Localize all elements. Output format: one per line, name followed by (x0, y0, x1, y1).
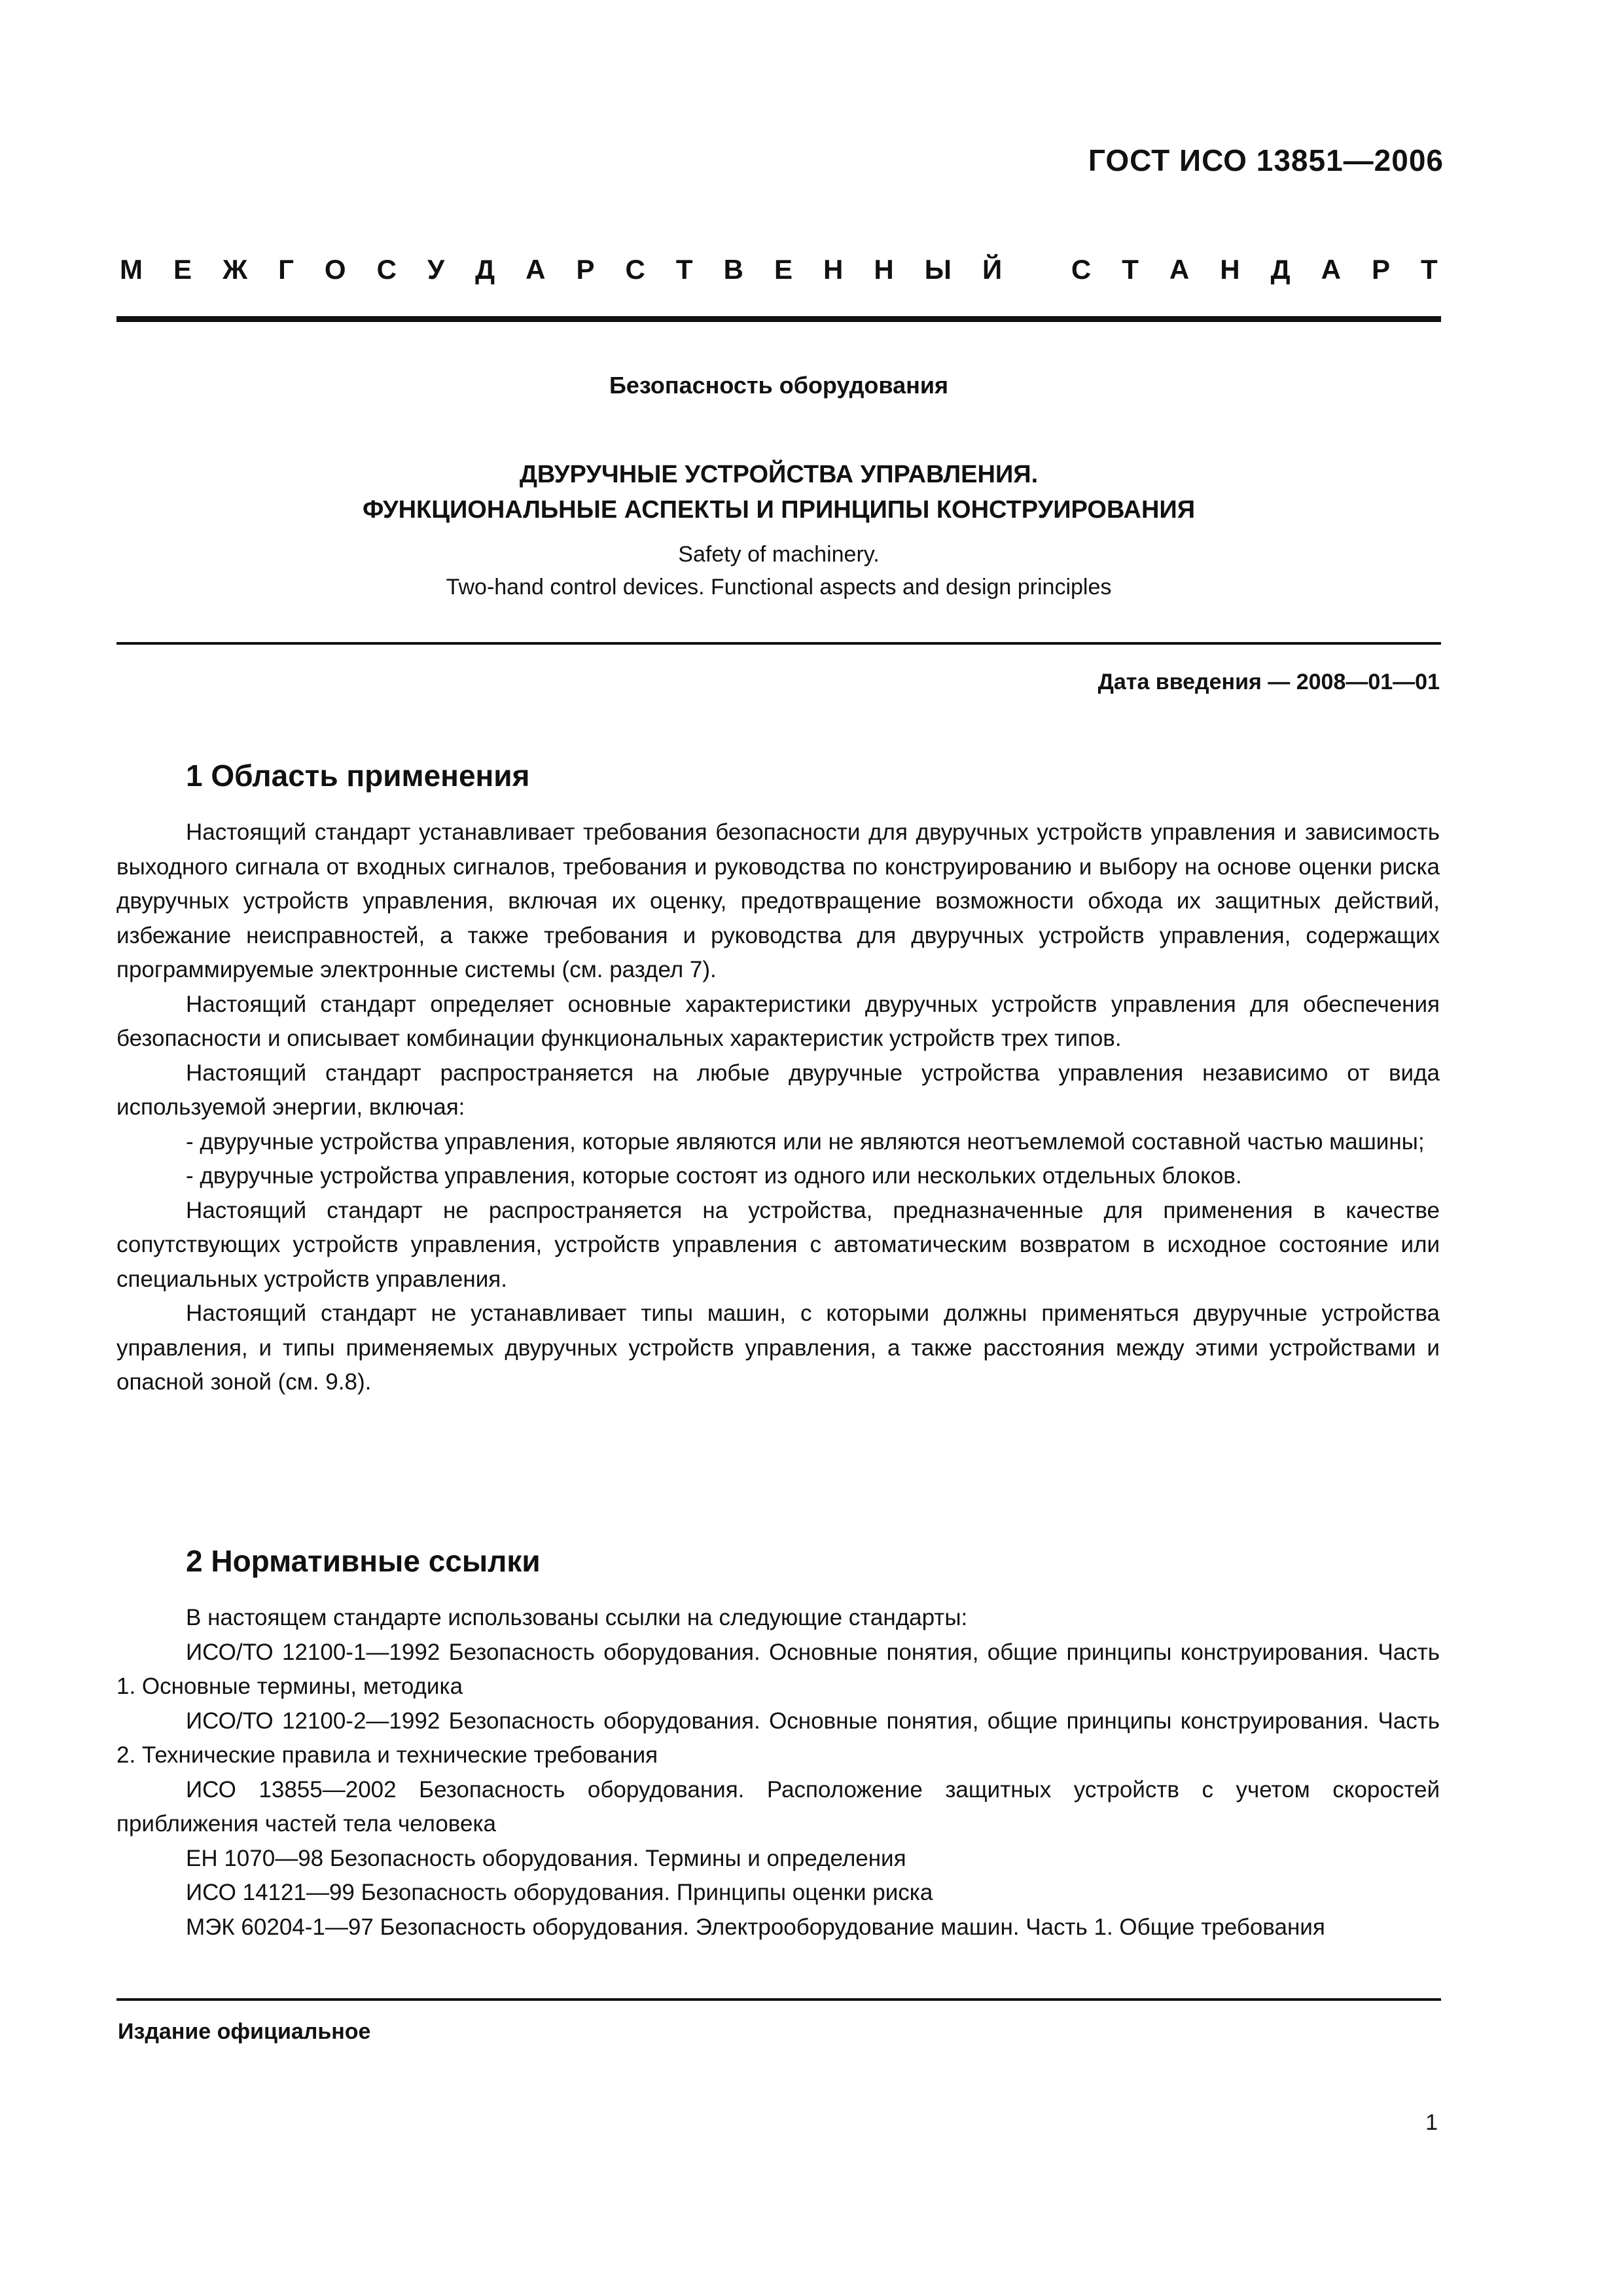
standard-title-english (116, 538, 1441, 603)
paragraph: Настоящий стандарт устанавливает требования безопасности для двуручных устройств управления и зависимость выходного сигнала от входных сигналов, требования и руководства по конструированию и выбору на основе оценки риска двуручных устройств управления, включая их оценку, предотвращение возможности обхода их защитных действий, избежание неисправностей, а также требования и руководства для двуручных устройств управления, содержащих программируемые электронные системы (см. раздел 7). (116, 819, 1440, 982)
footer-rule (116, 1998, 1441, 2001)
title-en-line: Safety of machinery. (678, 542, 880, 567)
banner-letter: О (324, 254, 346, 285)
paragraph: Настоящий стандарт распространяется на любые двуручные устройства управления независимо от вида используемой энергии, включая: (116, 1060, 1440, 1120)
banner-letter: Н (874, 254, 894, 285)
paragraph: Настоящий стандарт определяет основные характеристики двуручных устройств управления для обеспечения безопасности и описывает комбинации функциональных характеристик устройств трех типов. (116, 991, 1440, 1051)
banner-letter: М (120, 254, 143, 285)
banner-letter: Р (576, 254, 595, 285)
paragraph: В настоящем стандарте использованы ссылки на следующие стандарты: (186, 1605, 968, 1630)
section-heading: 1 Область применения (186, 759, 530, 793)
banner-letter: С (625, 254, 645, 285)
banner-letter: Ж (223, 254, 248, 285)
reference-item: ИСО 14121—99 Безопасность оборудования. Принципы оценки риска (186, 1880, 933, 1905)
section-body (116, 1601, 1440, 1945)
list-item: - двуручные устройства управления, которые состоят из одного или нескольких отдельных блоков. (186, 1163, 1242, 1189)
standard-type-banner (120, 254, 1438, 285)
banner-letter: С (376, 254, 397, 285)
banner-letter: Р (1372, 254, 1391, 285)
title-rule (116, 642, 1441, 645)
banner-letter: Ы (924, 254, 952, 285)
reference-item: МЭК 60204-1—97 Безопасность оборудования. Электрооборудование машин. Часть 1. Общие требования (186, 1914, 1325, 1940)
banner-letter: Т (1421, 254, 1438, 285)
section-heading: 2 Нормативные ссылки (186, 1544, 541, 1578)
banner-letter: Д (1270, 254, 1291, 285)
banner-letter: Г (278, 254, 294, 285)
standard-title (116, 457, 1441, 528)
banner-letter: Е (774, 254, 793, 285)
banner-letter: Т (1122, 254, 1139, 285)
banner-letter: Й (982, 254, 1003, 285)
reference-item: ИСО 13855—2002 Безопасность оборудования. Расположение защитных устройств с учетом скоростей приближения частей тела человека (116, 1776, 1440, 1837)
banner-letter: Д (475, 254, 495, 285)
title-line: ДВУРУЧНЫЕ УСТРОЙСТВА УПРАВЛЕНИЯ. (519, 461, 1039, 488)
banner-letter: Н (823, 254, 844, 285)
paragraph: Настоящий стандарт не распространяется на устройства, предназначенные для применения в качестве сопутствующих устройств управления, устройств управления с автоматическим возвратом в исходное состояние или специальных устройств управления. (116, 1197, 1440, 1292)
banner-letter (1033, 254, 1041, 285)
list-item: - двуручные устройства управления, которые являются или не являются неотъемлемой составной частью машины; (186, 1128, 1425, 1155)
reference-item: ИСО/ТО 12100-1—1992 Безопасность оборудования. Основные понятия, общие принципы конструирования. Часть 1. Основные термины, методика (116, 1639, 1440, 1699)
reference-item: ИСО/ТО 12100-2—1992 Безопасность оборудования. Основные понятия, общие принципы конструирования. Часть 2. Технические правила и технические требования (116, 1708, 1440, 1768)
section-body (116, 816, 1440, 1400)
banner-letter: Н (1220, 254, 1240, 285)
banner-letter: С (1071, 254, 1092, 285)
reference-item: ЕН 1070—98 Безопасность оборудования. Термины и определения (186, 1845, 906, 1871)
banner-letter: А (526, 254, 546, 285)
header-rule (116, 316, 1441, 322)
paragraph: Настоящий стандарт не устанавливает типы машин, с которыми должны применяться двуручные устройства управления, и типы применяемых двуручных устройств управления, а также расстояния между этими устройствами и опасной зоной (см. 9.8). (116, 1300, 1440, 1395)
title-en-line: Two-hand control devices. Functional aspects and design principles (446, 575, 1112, 600)
standard-id: ГОСТ ИСО 13851—2006 (1088, 143, 1444, 177)
section-normative-references (116, 1543, 1440, 1945)
banner-letter: Е (173, 254, 192, 285)
page-number: 1 (1425, 2110, 1438, 2135)
banner-letter: Т (675, 254, 693, 285)
edition-label: Издание официальное (118, 2019, 371, 2044)
title-line: ФУНКЦИОНАЛЬНЫЕ АСПЕКТЫ И ПРИНЦИПЫ КОНСТРУИРОВАНИЯ (362, 496, 1196, 524)
banner-letter: У (427, 254, 445, 285)
banner-letter: А (1169, 254, 1190, 285)
banner-letter: В (723, 254, 743, 285)
section-scope (116, 758, 1440, 1400)
standard-subject: Безопасность оборудования (609, 372, 948, 399)
introduction-date: Дата введения — 2008—01—01 (1097, 670, 1440, 694)
banner-letter: А (1321, 254, 1341, 285)
